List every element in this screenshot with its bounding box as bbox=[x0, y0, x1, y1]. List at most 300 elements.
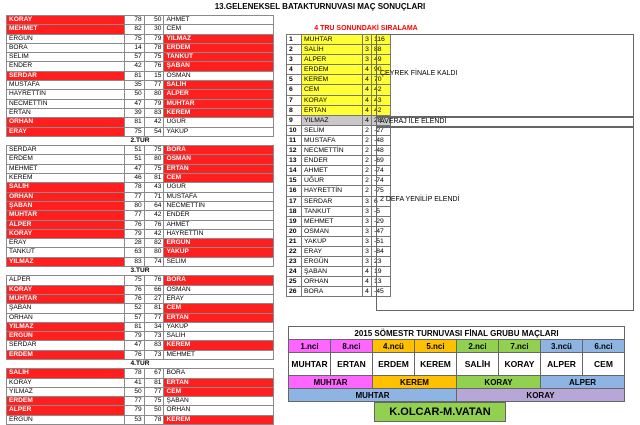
ranking-rank: 6 bbox=[287, 85, 302, 95]
final-player: ERDEM bbox=[373, 353, 415, 376]
player-1: SERDAR bbox=[7, 146, 125, 155]
ranking-row bbox=[287, 246, 391, 256]
player-2: ERTAN bbox=[164, 313, 274, 322]
score-2: 77 bbox=[144, 313, 164, 322]
final-player: CEM bbox=[583, 353, 625, 376]
ranking-losses: 4 bbox=[363, 95, 372, 105]
score-2: 27 bbox=[144, 294, 164, 303]
player-2: YAKUP bbox=[164, 322, 274, 331]
ranking-points: 28 bbox=[372, 115, 391, 125]
player-1: ERDEM bbox=[7, 350, 125, 359]
player-1: YILMAZ bbox=[7, 322, 125, 331]
final-player: MUHTAR bbox=[289, 353, 331, 376]
ranking-rank: 9 bbox=[287, 115, 302, 125]
match-row bbox=[7, 248, 274, 257]
ranking-row bbox=[287, 146, 391, 156]
ranking-row bbox=[287, 257, 391, 267]
ranking-rank: 10 bbox=[287, 125, 302, 135]
score-1: 47 bbox=[124, 99, 144, 108]
player-1: BORA bbox=[7, 43, 125, 52]
ranking-row bbox=[287, 196, 391, 206]
player-1: ERGÜN bbox=[7, 415, 125, 424]
match-row bbox=[7, 211, 274, 220]
player-1: KEREM bbox=[7, 174, 125, 183]
ranking-rank: 21 bbox=[287, 236, 302, 246]
player-2: ERTAN bbox=[164, 164, 274, 173]
ranking-points: 6 bbox=[372, 196, 391, 206]
final-seed: 6.nci bbox=[583, 340, 625, 353]
ranking-rank: 23 bbox=[287, 257, 302, 267]
score-2: 83 bbox=[144, 341, 164, 350]
player-1: ALPER bbox=[7, 220, 125, 229]
score-1: 51 bbox=[124, 146, 144, 155]
ranking-rank: 2 bbox=[287, 45, 302, 55]
note-quarterfinal: ÇEYREK FİNALE KALDI bbox=[380, 70, 458, 77]
ranking-row bbox=[287, 75, 391, 85]
player-2: ERDEM bbox=[164, 43, 274, 52]
ranking-name: YILMAZ bbox=[302, 115, 363, 125]
score-2: 79 bbox=[144, 34, 164, 43]
score-1: 79 bbox=[124, 332, 144, 341]
score-1: 81 bbox=[124, 118, 144, 127]
score-2: 77 bbox=[144, 81, 164, 90]
match-row bbox=[7, 43, 274, 52]
ranking-name: KEREM bbox=[302, 75, 363, 85]
player-2: CEM bbox=[164, 387, 274, 396]
match-row bbox=[7, 313, 274, 322]
ranking-name: ERAY bbox=[302, 246, 363, 256]
note-box-eliminated bbox=[376, 126, 634, 311]
score-1: 46 bbox=[124, 174, 144, 183]
match-row bbox=[7, 146, 274, 155]
player-1: KORAY bbox=[7, 16, 125, 25]
match-row bbox=[7, 53, 274, 62]
ranking-name: SELİM bbox=[302, 125, 363, 135]
player-1: ORHAN bbox=[7, 313, 125, 322]
match-row bbox=[7, 322, 274, 331]
player-2: YILMAZ bbox=[164, 34, 274, 43]
player-2: MUSTAFA bbox=[164, 192, 274, 201]
player-1: SALİH bbox=[7, 369, 125, 378]
ranking-rank: 14 bbox=[287, 166, 302, 176]
score-2: 73 bbox=[144, 350, 164, 359]
ranking-rank: 20 bbox=[287, 226, 302, 236]
note-eliminated: 2 DEFA YENİLİP ELENDİ bbox=[380, 196, 460, 203]
ranking-losses: 4 bbox=[363, 277, 372, 287]
ranking-rank: 1 bbox=[287, 35, 302, 45]
ranking-points: 13 bbox=[372, 277, 391, 287]
score-2: 74 bbox=[144, 257, 164, 266]
final-player: SALİH bbox=[457, 353, 499, 376]
ranking-rank: 15 bbox=[287, 176, 302, 186]
player-2: MUHTAR bbox=[164, 99, 274, 108]
ranking-points: 42 bbox=[372, 105, 391, 115]
final-winner: KORAY bbox=[457, 389, 625, 402]
player-2: ORHAN bbox=[164, 406, 274, 415]
player-1: ERDEM bbox=[7, 397, 125, 406]
match-row bbox=[7, 164, 274, 173]
player-1: HAYRETTİN bbox=[7, 90, 125, 99]
player-1: MEHMET bbox=[7, 164, 125, 173]
ranking-name: MUHTAR bbox=[302, 35, 363, 45]
player-2: OSMAN bbox=[164, 285, 274, 294]
ranking-losses: 3 bbox=[363, 257, 372, 267]
score-1: 52 bbox=[124, 304, 144, 313]
score-1: 77 bbox=[124, 192, 144, 201]
score-2: 76 bbox=[144, 62, 164, 71]
score-1: 35 bbox=[124, 81, 144, 90]
ranking-points: -74 bbox=[372, 166, 391, 176]
ranking-row bbox=[287, 226, 391, 236]
player-1: ALPER bbox=[7, 276, 125, 285]
score-1: 51 bbox=[124, 155, 144, 164]
player-1: ŞABAN bbox=[7, 201, 125, 210]
score-1: 75 bbox=[124, 34, 144, 43]
ranking-points: -27 bbox=[372, 125, 391, 135]
score-2: 80 bbox=[144, 248, 164, 257]
match-row bbox=[7, 294, 274, 303]
ranking-rank: 13 bbox=[287, 156, 302, 166]
ranking-losses: 2 bbox=[363, 135, 372, 145]
ranking-losses: 3 bbox=[363, 35, 372, 45]
ranking-points: 49 bbox=[372, 55, 391, 65]
semi-winner: MUHTAR bbox=[289, 376, 373, 389]
ranking-name: BORA bbox=[302, 287, 363, 297]
ranking-rank: 18 bbox=[287, 206, 302, 216]
score-1: 80 bbox=[124, 201, 144, 210]
ranking-row bbox=[287, 277, 391, 287]
final-seed: 4.ncü bbox=[373, 340, 415, 353]
score-2: 67 bbox=[144, 369, 164, 378]
player-2: SELİM bbox=[164, 257, 274, 266]
score-2: 42 bbox=[144, 211, 164, 220]
player-2: YAKUP bbox=[164, 127, 274, 136]
ranking-name: ORHAN bbox=[302, 277, 363, 287]
ranking-name: SALİH bbox=[302, 45, 363, 55]
player-2: YAKUP bbox=[164, 248, 274, 257]
ranking-name: TANKUT bbox=[302, 206, 363, 216]
match-row bbox=[7, 16, 274, 25]
ranking-row bbox=[287, 55, 391, 65]
ranking-row bbox=[287, 166, 391, 176]
match-row bbox=[7, 99, 274, 108]
round-header bbox=[7, 359, 274, 368]
ranking-rank: 17 bbox=[287, 196, 302, 206]
player-1: MEHMET bbox=[7, 25, 125, 34]
player-2: MEHMET bbox=[164, 350, 274, 359]
ranking-losses: 3 bbox=[363, 216, 372, 226]
score-1: 78 bbox=[124, 16, 144, 25]
player-1: KORAY bbox=[7, 229, 125, 238]
ranking-rank: 5 bbox=[287, 75, 302, 85]
ranking-name: SERDAR bbox=[302, 196, 363, 206]
ranking-row bbox=[287, 206, 391, 216]
player-2: OSMAN bbox=[164, 71, 274, 80]
page-title: 13.GELENEKSEL BATAKTURNUVASI MAÇ SONUÇLARI bbox=[214, 2, 426, 11]
score-2: 75 bbox=[144, 397, 164, 406]
score-1: 78 bbox=[124, 183, 144, 192]
round-header bbox=[7, 267, 274, 276]
ranking-row bbox=[287, 35, 391, 45]
ranking-row bbox=[287, 105, 391, 115]
ranking-points: -48 bbox=[372, 135, 391, 145]
ranking-losses: 4 bbox=[363, 75, 372, 85]
player-2: AHMET bbox=[164, 16, 274, 25]
match-row bbox=[7, 155, 274, 164]
score-1: 41 bbox=[124, 378, 144, 387]
player-2: ŞABAN bbox=[164, 62, 274, 71]
match-row bbox=[7, 118, 274, 127]
ranking-row bbox=[287, 115, 391, 125]
ranking-losses: 4 bbox=[363, 105, 372, 115]
score-1: 57 bbox=[124, 53, 144, 62]
ranking-name: ERTAN bbox=[302, 105, 363, 115]
match-row bbox=[7, 397, 274, 406]
score-1: 79 bbox=[124, 406, 144, 415]
score-2: 15 bbox=[144, 71, 164, 80]
score-1: 39 bbox=[124, 108, 144, 117]
score-2: 77 bbox=[144, 387, 164, 396]
player-1: ALPER bbox=[7, 406, 125, 415]
score-2: 80 bbox=[144, 155, 164, 164]
final-seed: 2.nci bbox=[457, 340, 499, 353]
match-row bbox=[7, 81, 274, 90]
ranking-rank: 11 bbox=[287, 135, 302, 145]
match-results-table bbox=[6, 15, 274, 425]
score-1: 47 bbox=[124, 341, 144, 350]
ranking-losses: 3 bbox=[363, 55, 372, 65]
ranking-name: OSMAN bbox=[302, 226, 363, 236]
score-1: 81 bbox=[124, 322, 144, 331]
ranking-name: NECMETTİN bbox=[302, 146, 363, 156]
score-1: 28 bbox=[124, 239, 144, 248]
ranking-losses: 4 bbox=[363, 287, 372, 297]
player-2: ALPER bbox=[164, 90, 274, 99]
score-1: 76 bbox=[124, 350, 144, 359]
ranking-losses: 3 bbox=[363, 45, 372, 55]
score-2: 43 bbox=[144, 183, 164, 192]
ranking-points: -84 bbox=[372, 246, 391, 256]
match-row bbox=[7, 90, 274, 99]
score-2: 75 bbox=[144, 146, 164, 155]
ranking-points: 90 bbox=[372, 65, 391, 75]
ranking-row bbox=[287, 236, 391, 246]
ranking-points: 42 bbox=[372, 85, 391, 95]
score-2: 83 bbox=[144, 108, 164, 117]
player-2: BORA bbox=[164, 369, 274, 378]
final-winner: MUHTAR bbox=[289, 389, 457, 402]
score-2: 50 bbox=[144, 406, 164, 415]
ranking-rank: 26 bbox=[287, 287, 302, 297]
round-label: 4.TUR bbox=[130, 359, 150, 367]
ranking-rank: 12 bbox=[287, 146, 302, 156]
ranking-losses: 3 bbox=[363, 246, 372, 256]
player-2: UĞUR bbox=[164, 118, 274, 127]
score-2: 54 bbox=[144, 127, 164, 136]
player-1: MUSTAFA bbox=[7, 81, 125, 90]
ranking-name: UĞUR bbox=[302, 176, 363, 186]
ranking-rank: 19 bbox=[287, 216, 302, 226]
final-player: KORAY bbox=[499, 353, 541, 376]
ranking-name: ŞABAN bbox=[302, 267, 363, 277]
ranking-rank: 7 bbox=[287, 95, 302, 105]
player-1: NECMETTİN bbox=[7, 99, 125, 108]
score-1: 14 bbox=[124, 43, 144, 52]
ranking-name: AHMET bbox=[302, 166, 363, 176]
ranking-rank: 4 bbox=[287, 65, 302, 75]
player-2: TANKUT bbox=[164, 53, 274, 62]
score-1: 83 bbox=[124, 257, 144, 266]
ranking-rank: 16 bbox=[287, 186, 302, 196]
score-1: 63 bbox=[124, 248, 144, 257]
player-1: ORHAN bbox=[7, 192, 125, 201]
score-1: 82 bbox=[124, 25, 144, 34]
ranking-rank: 22 bbox=[287, 246, 302, 256]
score-2: 75 bbox=[144, 53, 164, 62]
score-2: 42 bbox=[144, 118, 164, 127]
semi-winner: ALPER bbox=[541, 376, 625, 389]
player-1: SERDAR bbox=[7, 341, 125, 350]
player-1: TANKUT bbox=[7, 248, 125, 257]
player-2: ERAY bbox=[164, 294, 274, 303]
player-2: SALİH bbox=[164, 332, 274, 341]
ranking-name: HAYRETTİN bbox=[302, 186, 363, 196]
final-seed: 5.nci bbox=[415, 340, 457, 353]
ranking-losses: 3 bbox=[363, 226, 372, 236]
round-header bbox=[7, 136, 274, 145]
player-2: UĞUR bbox=[164, 183, 274, 192]
player-1: ERGÜN bbox=[7, 34, 125, 43]
match-row bbox=[7, 239, 274, 248]
ranking-name: ERGÜN bbox=[302, 257, 363, 267]
note-average: AVERAJ İLE ELENDİ bbox=[380, 118, 447, 125]
player-1: MUHTAR bbox=[7, 294, 125, 303]
ranking-losses: 2 bbox=[363, 125, 372, 135]
ranking-name: CEM bbox=[302, 85, 363, 95]
match-row bbox=[7, 201, 274, 210]
ranking-rank: 3 bbox=[287, 55, 302, 65]
semi-winner: KEREM bbox=[373, 376, 457, 389]
score-1: 76 bbox=[124, 294, 144, 303]
score-1: 77 bbox=[124, 397, 144, 406]
match-row bbox=[7, 387, 274, 396]
ranking-points: 70 bbox=[372, 75, 391, 85]
ranking-points: 88 bbox=[372, 45, 391, 55]
match-row bbox=[7, 341, 274, 350]
match-row bbox=[7, 220, 274, 229]
ranking-points: -5 bbox=[372, 206, 391, 216]
player-1: YILMAZ bbox=[7, 387, 125, 396]
semi-winner: KORAY bbox=[457, 376, 541, 389]
ranking-points: 43 bbox=[372, 95, 391, 105]
player-2: OSMAN bbox=[164, 155, 274, 164]
player-1: ERDEM bbox=[7, 155, 125, 164]
player-1: KORAY bbox=[7, 378, 125, 387]
score-1: 76 bbox=[124, 220, 144, 229]
final-group-table bbox=[288, 326, 625, 402]
player-2: HAYRETTİN bbox=[164, 229, 274, 238]
player-2: AHMET bbox=[164, 220, 274, 229]
final-seed: 7.nci bbox=[499, 340, 541, 353]
match-row bbox=[7, 276, 274, 285]
score-2: 66 bbox=[144, 285, 164, 294]
score-2: 34 bbox=[144, 322, 164, 331]
ranking-losses: 2 bbox=[363, 156, 372, 166]
score-1: 53 bbox=[124, 415, 144, 424]
player-2: KEREM bbox=[164, 341, 274, 350]
match-row bbox=[7, 25, 274, 34]
player-2: KEREM bbox=[164, 415, 274, 424]
ranking-row bbox=[287, 156, 391, 166]
ranking-points: -69 bbox=[372, 156, 391, 166]
ranking-losses: 4 bbox=[363, 65, 372, 75]
match-row bbox=[7, 257, 274, 266]
match-row bbox=[7, 174, 274, 183]
player-2: ERGÜN bbox=[164, 239, 274, 248]
match-row bbox=[7, 332, 274, 341]
ranking-points: -75 bbox=[372, 186, 391, 196]
player-2: CEM bbox=[164, 304, 274, 313]
final-title: 2015 SÖMESTR TURNUVASI FİNAL GRUBU MAÇLARI bbox=[289, 327, 625, 340]
player-1: KORAY bbox=[7, 285, 125, 294]
score-1: 50 bbox=[124, 90, 144, 99]
match-row bbox=[7, 285, 274, 294]
ranking-row bbox=[287, 85, 391, 95]
player-2: SALİH bbox=[164, 81, 274, 90]
player-2: BORA bbox=[164, 146, 274, 155]
player-2: BORA bbox=[164, 276, 274, 285]
ranking-row bbox=[287, 186, 391, 196]
ranking-points: -74 bbox=[372, 176, 391, 186]
match-row bbox=[7, 350, 274, 359]
ranking-row bbox=[287, 176, 391, 186]
match-row bbox=[7, 378, 274, 387]
score-2: 78 bbox=[144, 415, 164, 424]
final-seed: 3.ncü bbox=[541, 340, 583, 353]
match-row bbox=[7, 62, 274, 71]
player-1: ORHAN bbox=[7, 118, 125, 127]
ranking-losses: 3 bbox=[363, 206, 372, 216]
match-row bbox=[7, 71, 274, 80]
score-1: 79 bbox=[124, 229, 144, 238]
ranking-losses: 3 bbox=[363, 236, 372, 246]
player-1: ENDER bbox=[7, 62, 125, 71]
score-2: 79 bbox=[144, 99, 164, 108]
ranking-losses: 3 bbox=[363, 196, 372, 206]
score-2: 71 bbox=[144, 192, 164, 201]
round-label: 2.TUR bbox=[130, 136, 150, 144]
ranking-rank: 24 bbox=[287, 267, 302, 277]
score-2: 73 bbox=[144, 332, 164, 341]
player-1: ERAY bbox=[7, 239, 125, 248]
score-2: 76 bbox=[144, 276, 164, 285]
ranking-name: MUSTAFA bbox=[302, 135, 363, 145]
ranking-name: ALPER bbox=[302, 55, 363, 65]
score-2: 76 bbox=[144, 220, 164, 229]
score-2: 50 bbox=[144, 16, 164, 25]
score-2: 42 bbox=[144, 229, 164, 238]
score-2: 75 bbox=[144, 164, 164, 173]
score-1: 50 bbox=[124, 387, 144, 396]
final-seed: 1.nci bbox=[289, 340, 331, 353]
ranking-title: 4 TRU SONUNDAKİ SIRALAMA bbox=[314, 25, 418, 32]
score-2: 80 bbox=[144, 90, 164, 99]
ranking-rank: 25 bbox=[287, 277, 302, 287]
player-1: SALİH bbox=[7, 183, 125, 192]
ranking-row bbox=[287, 267, 391, 277]
ranking-points: -48 bbox=[372, 146, 391, 156]
ranking-points: -51 bbox=[372, 236, 391, 246]
